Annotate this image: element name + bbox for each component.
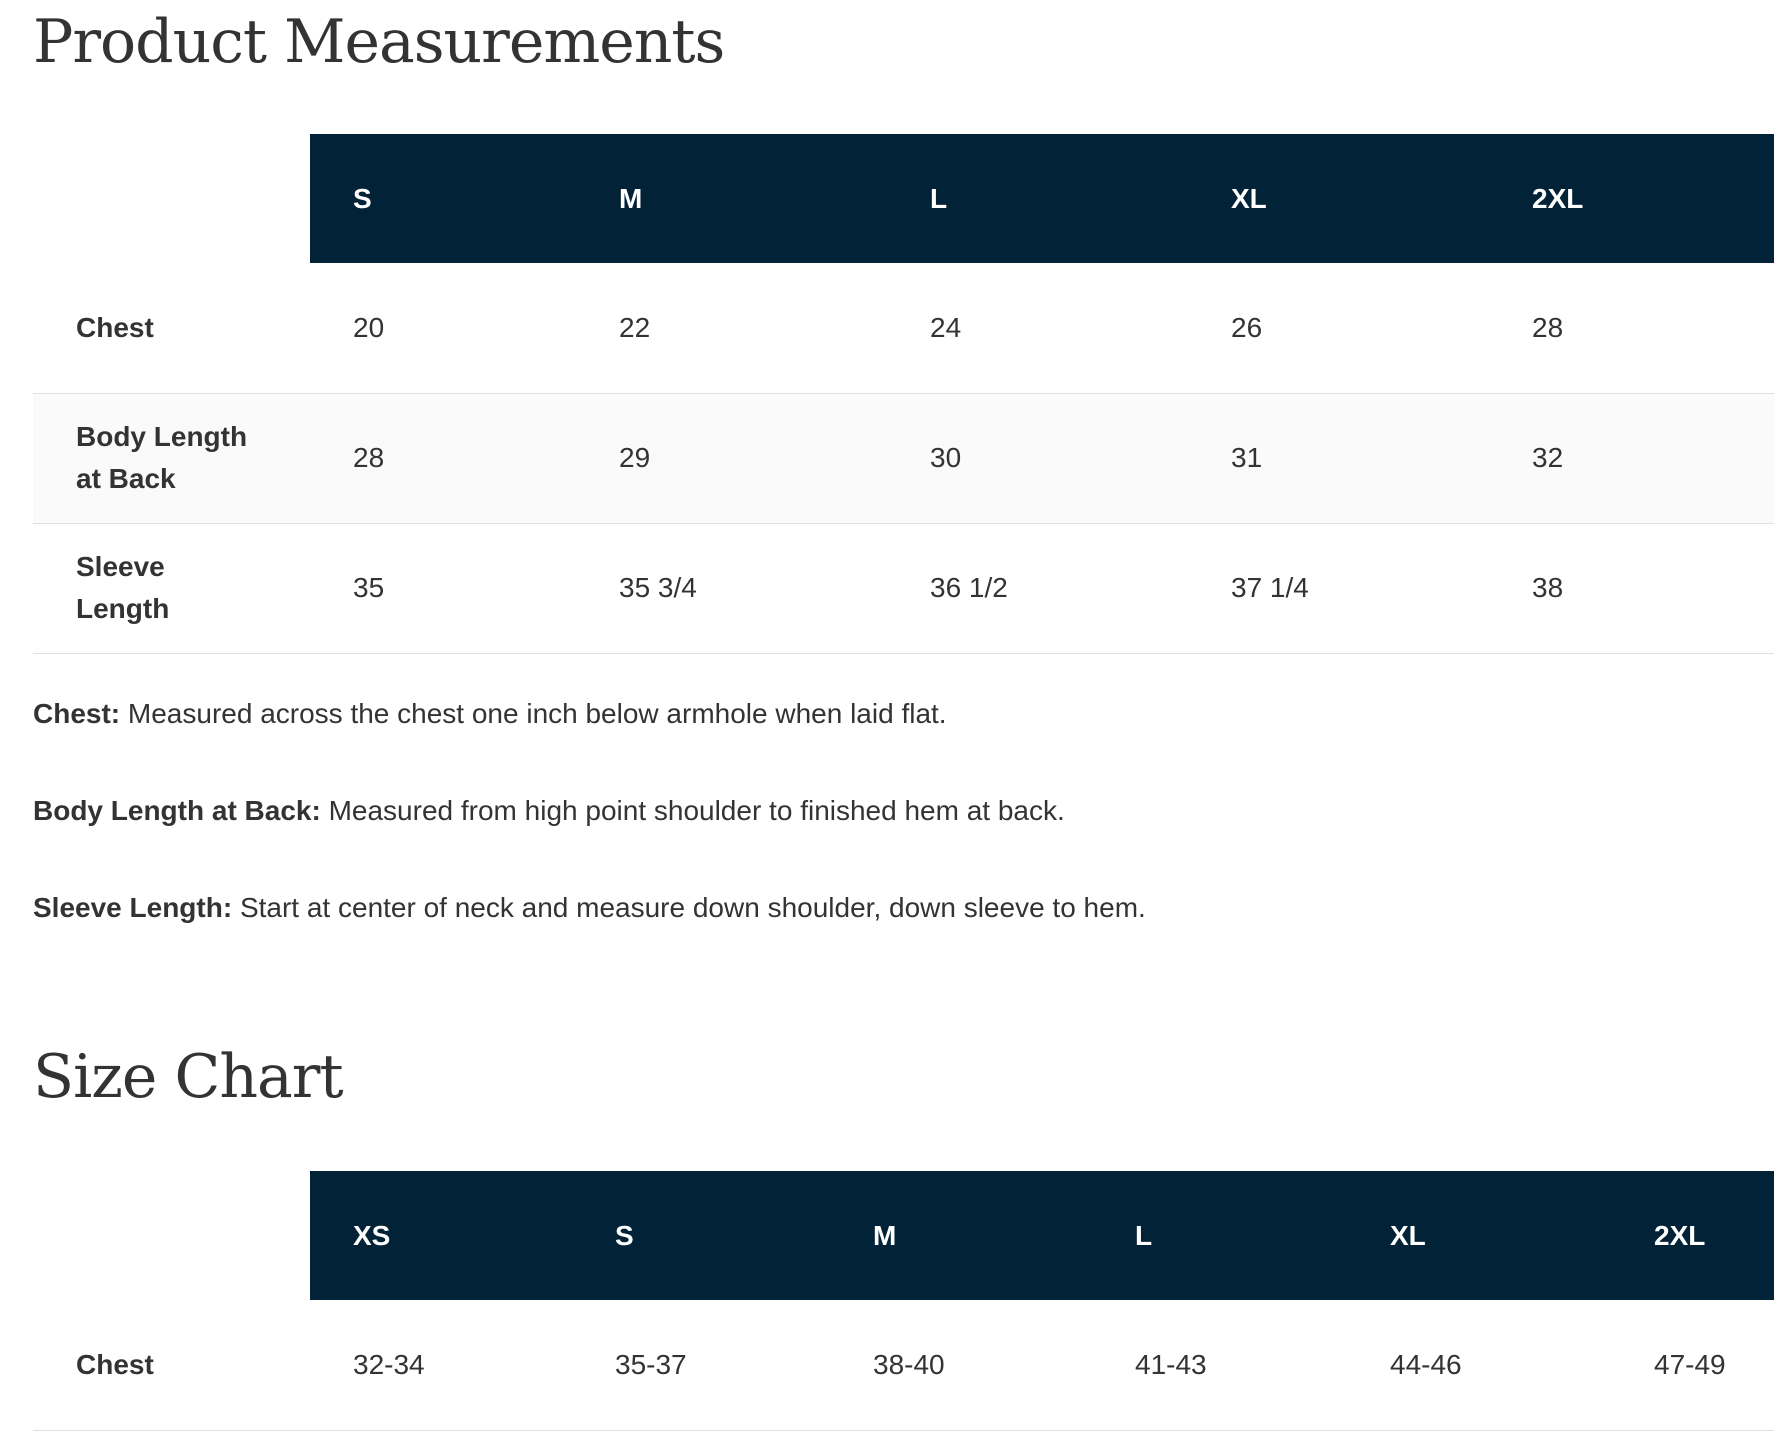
row-label: Chest [33, 263, 310, 393]
size-header-l: L [1092, 1171, 1347, 1300]
table-cell: 28 [1489, 263, 1774, 393]
note-text: Measured from high point shoulder to finished hem at back. [320, 795, 1065, 826]
table-cell: 44-46 [1347, 1300, 1611, 1430]
table-cell: 41-43 [1092, 1300, 1347, 1430]
note-chest [33, 694, 1774, 734]
table-cell: 35 3/4 [576, 523, 887, 653]
table-cell: 30 [887, 393, 1188, 523]
table-cell: 35 [310, 523, 576, 653]
table-row-chest [33, 263, 1774, 393]
table-cell: 32 [1489, 393, 1774, 523]
row-label: Sleeve Length [33, 523, 310, 653]
table-row-chest [33, 1300, 1774, 1430]
table-cell: 20 [310, 263, 576, 393]
product-measurements-table [33, 134, 1774, 654]
measurements-corner-cell [33, 134, 310, 263]
size-header-m: M [576, 134, 887, 263]
note-sleeve-length [33, 888, 1774, 928]
size-chart-table [33, 1171, 1774, 1431]
table-row-body-length [33, 393, 1774, 523]
measurement-notes [33, 694, 1774, 985]
size-header-l: L [887, 134, 1188, 263]
table-cell: 36 1/2 [887, 523, 1188, 653]
note-term: Chest: [33, 698, 121, 729]
table-cell: 47-49 [1611, 1300, 1774, 1430]
size-chart-corner-cell [33, 1171, 310, 1300]
note-term: Sleeve Length: [33, 892, 233, 923]
row-label: Body Length at Back [33, 393, 310, 523]
product-measurements-title: Product Measurements [33, 7, 725, 77]
size-chart-header-row [33, 1171, 1774, 1300]
table-cell: 35-37 [572, 1300, 830, 1430]
note-text: Start at center of neck and measure down shoulder, down sleeve to hem. [232, 892, 1146, 923]
row-label: Chest [33, 1300, 310, 1430]
table-row-sleeve-length [33, 523, 1774, 653]
table-cell: 38-40 [830, 1300, 1092, 1430]
table-cell: 37 1/4 [1188, 523, 1489, 653]
table-cell: 38 [1489, 523, 1774, 653]
table-cell: 24 [887, 263, 1188, 393]
size-header-xs: XS [310, 1171, 572, 1300]
size-header-2xl: 2XL [1489, 134, 1774, 263]
table-cell: 29 [576, 393, 887, 523]
size-header-s: S [310, 134, 576, 263]
size-header-s: S [572, 1171, 830, 1300]
table-cell: 28 [310, 393, 576, 523]
size-header-m: M [830, 1171, 1092, 1300]
table-cell: 26 [1188, 263, 1489, 393]
note-text: Measured across the chest one inch below armhole when laid flat. [120, 698, 947, 729]
size-chart-title: Size Chart [33, 1042, 343, 1112]
note-body-length [33, 791, 1774, 831]
table-cell: 22 [576, 263, 887, 393]
size-header-xl: XL [1347, 1171, 1611, 1300]
size-header-2xl: 2XL [1611, 1171, 1774, 1300]
table-cell: 31 [1188, 393, 1489, 523]
size-header-xl: XL [1188, 134, 1489, 263]
note-term: Body Length at Back: [33, 795, 321, 826]
table-cell: 32-34 [310, 1300, 572, 1430]
measurements-header-row [33, 134, 1774, 263]
